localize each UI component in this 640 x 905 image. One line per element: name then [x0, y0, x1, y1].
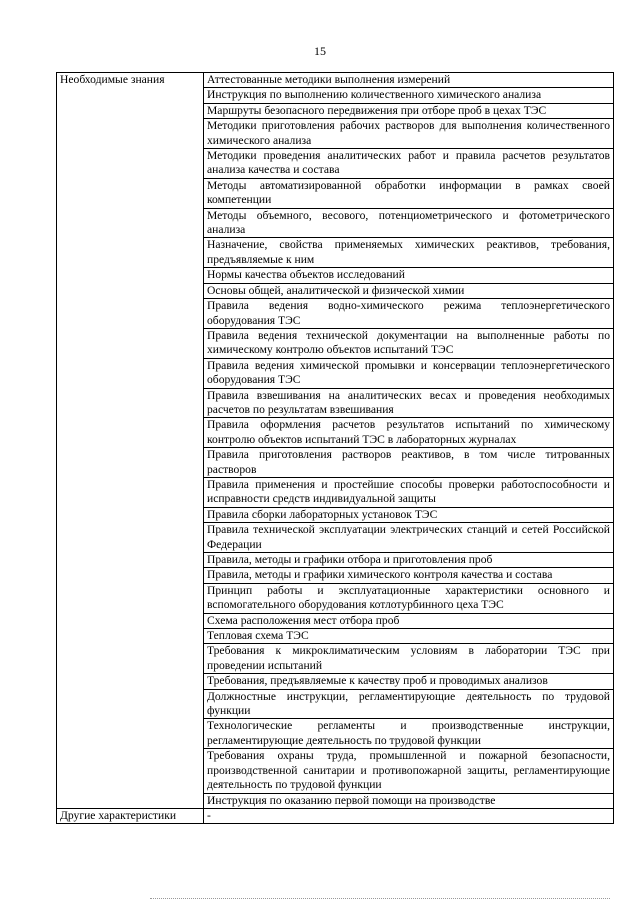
section-label: Необходимые знания	[57, 73, 204, 809]
requirement-item: Методы автоматизированной обработки информации в рамках своей компетенции	[204, 178, 614, 208]
requirement-item: Правила сборки лабораторных установок ТЭС	[204, 507, 614, 522]
requirement-item: Должностные инструкции, регламентирующие деятельность по трудовой функции	[204, 689, 614, 719]
requirement-item: Правила технической эксплуатации электрических станций и сетей Российской Федерации	[204, 523, 614, 553]
table-row	[57, 73, 614, 88]
requirement-item: Схема расположения мест отбора проб	[204, 613, 614, 628]
bottom-rule	[150, 898, 610, 899]
requirement-item: Правила взвешивания на аналитических весах и проведения необходимых расчетов по результатам взвешивания	[204, 388, 614, 418]
requirement-item: Правила ведения технической документации на выполненные работы по химическому контролю объектов испытаний ТЭС	[204, 328, 614, 358]
requirement-item: Требования к микроклиматическим условиям в лаборатории ТЭС при проведении испытаний	[204, 644, 614, 674]
requirement-item: Назначение, свойства применяемых химических реактивов, требования, предъявляемые к ним	[204, 238, 614, 268]
requirement-item: Требования охраны труда, промышленной и пожарной безопасности, производственной санитарии и противопожарной защиты, регламентирующие деятельность по трудовой функции	[204, 749, 614, 793]
requirements-table	[56, 72, 614, 824]
section-label: Другие характеристики	[57, 808, 204, 823]
requirement-item: Правила применения и простейшие способы проверки работоспособности и исправности средств индивидуальной защиты	[204, 477, 614, 507]
requirement-item: Маршруты безопасного передвижения при отборе проб в цехах ТЭС	[204, 103, 614, 118]
requirement-item: Принцип работы и эксплуатационные характеристики основного и вспомогательного оборудования котлотурбинного цеха ТЭС	[204, 583, 614, 613]
requirement-item: Основы общей, аналитической и физической химии	[204, 283, 614, 298]
requirement-item: Правила ведения химической промывки и консервации теплоэнергетического оборудования ТЭС	[204, 358, 614, 388]
requirement-item: Правила, методы и графики химического контроля качества и состава	[204, 568, 614, 583]
requirement-item: Тепловая схема ТЭС	[204, 629, 614, 644]
requirement-item: Правила ведения водно-химического режима теплоэнергетического оборудования ТЭС	[204, 299, 614, 329]
requirement-item: Правила приготовления растворов реактивов, в том числе титрованных растворов	[204, 448, 614, 478]
requirement-item: Методики приготовления рабочих растворов для выполнения количественного химического анализа	[204, 119, 614, 149]
requirement-item: Технологические регламенты и производственные инструкции, регламентирующие деятельность по трудовой функции	[204, 719, 614, 749]
requirement-item: Правила оформления расчетов результатов испытаний по химическому контролю объектов испытаний ТЭС в лабораторных журналах	[204, 418, 614, 448]
requirement-item: Методы объемного, весового, потенциометрического и фотометрического анализа	[204, 208, 614, 238]
requirement-item: Аттестованные методики выполнения измерений	[204, 73, 614, 88]
table-row	[57, 808, 614, 823]
page-number: 15	[314, 44, 326, 58]
requirement-item: Методики проведения аналитических работ и правила расчетов результатов анализа качества и состава	[204, 149, 614, 179]
requirements-table-body	[57, 73, 614, 824]
requirement-item: Нормы качества объектов исследований	[204, 268, 614, 283]
requirement-item: Правила, методы и графики отбора и приготовления проб	[204, 553, 614, 568]
requirement-item: Требования, предъявляемые к качеству проб и проводимых анализов	[204, 674, 614, 689]
requirement-item: Инструкция по выполнению количественного химического анализа	[204, 88, 614, 103]
requirement-item: -	[204, 808, 614, 823]
requirement-item: Инструкция по оказанию первой помощи на производстве	[204, 793, 614, 808]
